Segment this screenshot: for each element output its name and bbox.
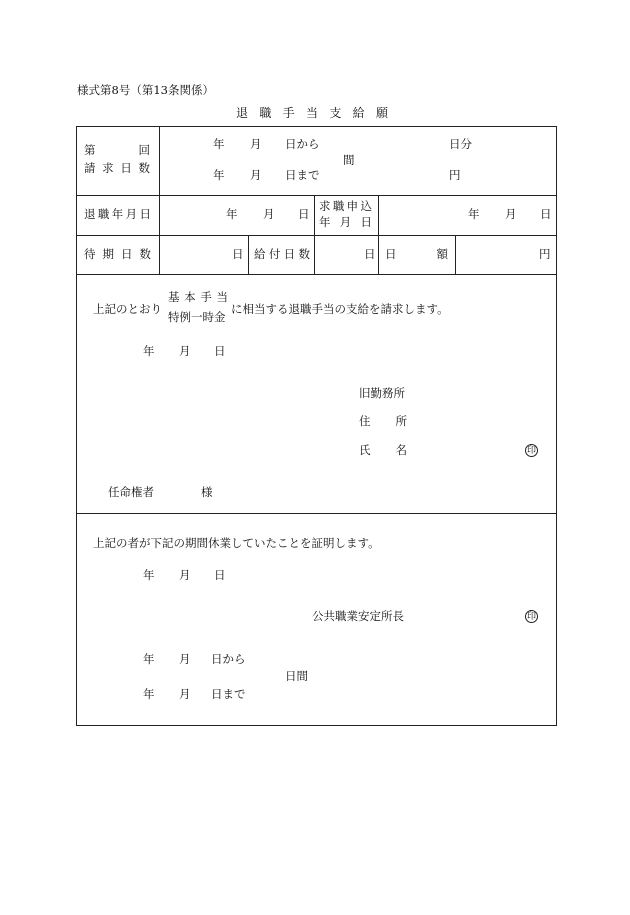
form-number: 様式第8号（第13条関係） <box>77 83 214 97</box>
leave-end-year: 年 <box>143 687 155 701</box>
office-head-label: 公共職業安定所長 <box>312 609 404 623</box>
option-special-lump-sum: 特例一時金 <box>168 310 226 324</box>
leave-start-month: 月 <box>179 652 191 666</box>
col-divider <box>455 235 456 275</box>
request-suffix: に相当する退職手当の支給を請求します。 <box>231 302 449 316</box>
former-office-label: 旧勤務所 <box>359 386 405 400</box>
leave-days: 日間 <box>285 669 308 683</box>
leave-end-day: 日まで <box>211 687 246 701</box>
retirement-month: 月 <box>263 207 275 221</box>
retirement-year: 年 <box>226 207 238 221</box>
job-application-label-line2: 年 月 日 <box>319 215 372 229</box>
request-prefix: 上記のとおり <box>93 302 162 316</box>
claim-days-label: 請 求 日 数 <box>84 161 150 175</box>
request-year: 年 <box>143 344 155 358</box>
seal-icon: 印 <box>526 446 536 456</box>
amount-yen: 円 <box>449 168 461 182</box>
col-divider <box>159 126 160 275</box>
row-divider <box>76 195 557 196</box>
leave-start-year: 年 <box>143 652 155 666</box>
period-start-month: 月 <box>250 137 262 151</box>
honorific-sama: 様 <box>201 485 213 499</box>
col-divider <box>314 195 315 275</box>
leave-start-day: 日から <box>211 652 246 666</box>
days-portion: 日分 <box>449 137 472 151</box>
appointing-authority-label: 任命権者 <box>108 485 154 499</box>
col-divider <box>378 195 379 275</box>
benefit-days-label: 給 付 日 数 <box>254 247 310 261</box>
row-divider <box>76 274 557 275</box>
retirement-date-label: 退 職 年 月 日 <box>84 207 151 221</box>
certification-month: 月 <box>179 568 191 582</box>
leave-end-month: 月 <box>179 687 191 701</box>
daily-amount-yen: 円 <box>539 247 551 261</box>
job-application-day: 日 <box>540 207 552 221</box>
period-start-day: 日から <box>285 137 320 151</box>
period-end-day: 日まで <box>285 168 320 182</box>
retirement-day: 日 <box>298 207 310 221</box>
waiting-days-unit: 日 <box>232 247 244 261</box>
period-end-month: 月 <box>250 168 262 182</box>
certification-day: 日 <box>214 568 226 582</box>
certification-year: 年 <box>143 568 155 582</box>
certification-statement: 上記の者が下記の期間休業していたことを証明します。 <box>93 536 380 550</box>
document-title: 退 職 手 当 支 給 願 <box>236 106 388 120</box>
request-day: 日 <box>214 344 226 358</box>
seal-icon: 印 <box>526 612 536 622</box>
waiting-days-label: 待 期 日 数 <box>84 247 151 261</box>
period-start-year: 年 <box>213 137 225 151</box>
col-divider <box>248 235 249 275</box>
row-divider <box>76 235 557 236</box>
period-kan: 間 <box>343 153 355 167</box>
daily-amount-label: 日 額 <box>385 247 448 261</box>
option-basic-allowance: 基 本 手 当 <box>168 290 228 304</box>
job-application-month: 月 <box>505 207 517 221</box>
address-label: 住 所 <box>359 414 407 428</box>
job-application-label-line1: 求 職 申 込 <box>319 199 372 213</box>
request-month: 月 <box>179 344 191 358</box>
claim-number-label: 第 回 <box>84 143 150 157</box>
period-end-year: 年 <box>213 168 225 182</box>
name-label: 氏 名 <box>359 443 407 457</box>
benefit-days-unit: 日 <box>364 247 376 261</box>
section-divider <box>76 513 557 514</box>
job-application-year: 年 <box>468 207 480 221</box>
